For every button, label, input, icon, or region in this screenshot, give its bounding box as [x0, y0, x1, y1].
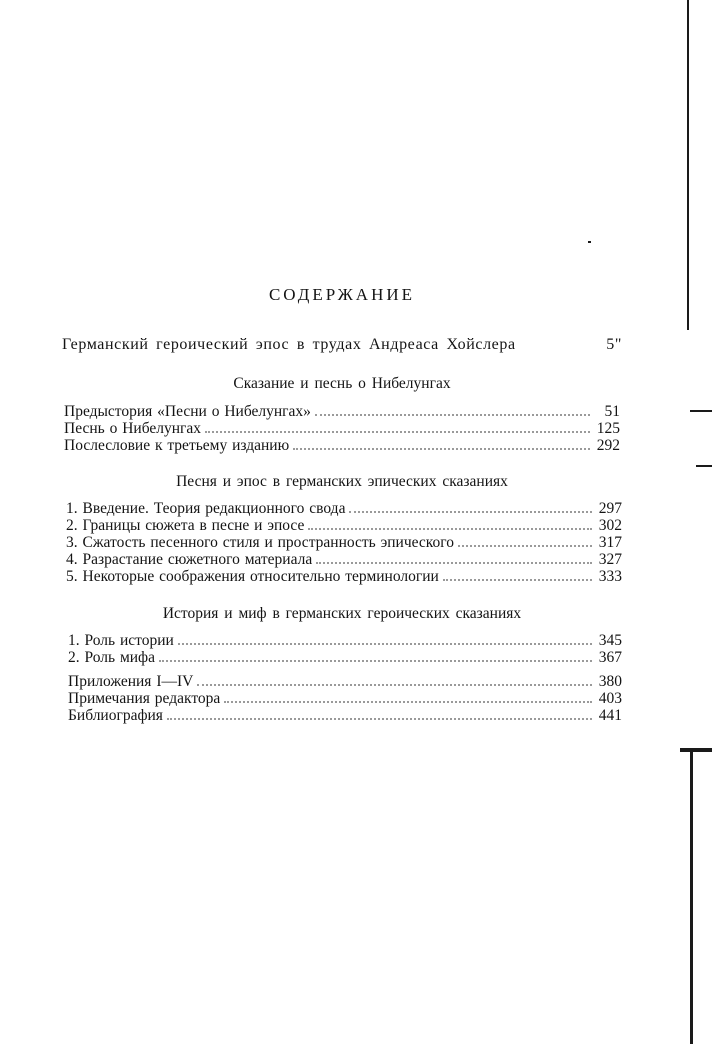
dot-leader: [316, 561, 592, 564]
toc-entry-page: 333: [598, 568, 622, 585]
toc-entry-label: 2. Роль мифа: [68, 649, 155, 666]
toc-entry-page: 302: [598, 517, 622, 534]
toc-entry-label: 2. Границы сюжета в песне и эпосе: [66, 517, 305, 534]
dot-leader: [178, 642, 592, 645]
toc-entry-label: 3. Сжатость песенного стиля и пространность эпического: [66, 534, 455, 551]
dot-leader: [167, 717, 592, 720]
dot-leader: [159, 659, 592, 662]
scan-edge-line: [690, 752, 693, 1044]
toc-entry: [68, 707, 622, 724]
scan-edge-line: [696, 465, 712, 467]
toc-entry-label: Послесловие к третьему изданию: [64, 437, 290, 454]
toc-entry-label: Примечания редактора: [68, 690, 221, 707]
toc-entry: [66, 534, 622, 551]
toc-entry-label: Предыстория «Песни о Нибелунгах»: [64, 403, 311, 420]
toc-entry-page: 297: [598, 500, 622, 517]
dot-leader: [308, 527, 592, 530]
toc-entry-page: 51: [604, 403, 620, 420]
toc-entry: [68, 649, 622, 666]
toc-entry-label: Песнь о Нибелунгах: [64, 420, 202, 437]
toc-entry: [66, 500, 622, 517]
dot-leader: [197, 683, 592, 686]
toc-entry-label: Библиография: [68, 707, 163, 724]
section-title-history-and-myth: История и миф в германских героических сказаниях: [162, 605, 522, 622]
toc-entry: [64, 420, 620, 437]
scan-speck: [588, 241, 591, 243]
toc-entry: [68, 632, 622, 649]
section-title-song-and-epic: Песня и эпос в германских эпических сказаниях: [176, 473, 508, 490]
toc-entry-page: 441: [598, 707, 622, 724]
toc-entry-page: 292: [596, 437, 620, 454]
toc-entry-label: Приложения I—IV: [68, 673, 194, 690]
toc-entry: [66, 568, 622, 585]
toc-entry-label: 1. Введение. Теория редакционного свода: [66, 500, 346, 517]
toc-entry: [64, 403, 620, 420]
toc-entry-page: 125: [596, 420, 620, 437]
dot-leader: [224, 700, 592, 703]
toc-entry-page: 5": [606, 336, 622, 353]
toc-entry-page: 367: [598, 649, 622, 666]
page-title: СОДЕРЖАНИЕ: [268, 285, 416, 304]
toc-list-nibelungen: [64, 403, 620, 454]
toc-entry: [66, 517, 622, 534]
dot-leader: [293, 447, 590, 450]
toc-entry: [68, 690, 622, 707]
toc-entry: [64, 437, 620, 454]
toc-entry-label: 5. Некоторые соображения относительно терминологии: [66, 568, 439, 585]
section-title-nibelungen: Сказание и песнь о Нибелунгах: [233, 375, 451, 392]
dot-leader: [443, 578, 592, 581]
dot-leader: [458, 544, 592, 547]
toc-entry-label: 1. Роль истории: [68, 632, 174, 649]
dot-leader: [205, 430, 590, 433]
toc-entry-label: Германский героический эпос в трудах Андреаса Хойслера: [62, 336, 516, 353]
toc-list-history-and-myth: [68, 632, 622, 666]
scan-edge-line: [687, 0, 689, 330]
dot-leader: [315, 413, 590, 416]
toc-entry-label: 4. Разрастание сюжетного материала: [66, 551, 313, 568]
scan-edge-line: [680, 748, 712, 752]
toc-entry-page: 380: [598, 673, 622, 690]
toc-entry-page: 345: [598, 632, 622, 649]
scan-edge-line: [690, 410, 712, 412]
toc-entry-page: 317: [598, 534, 622, 551]
toc-entry-page: 327: [598, 551, 622, 568]
toc-list-song-and-epic: [66, 500, 622, 585]
toc-intro-entry: [62, 336, 622, 354]
toc-entry: [68, 673, 622, 690]
toc-entry-page: 403: [598, 690, 622, 707]
toc-entry: [66, 551, 622, 568]
toc-list-appendix: [68, 673, 622, 724]
dot-leader: [349, 510, 592, 513]
